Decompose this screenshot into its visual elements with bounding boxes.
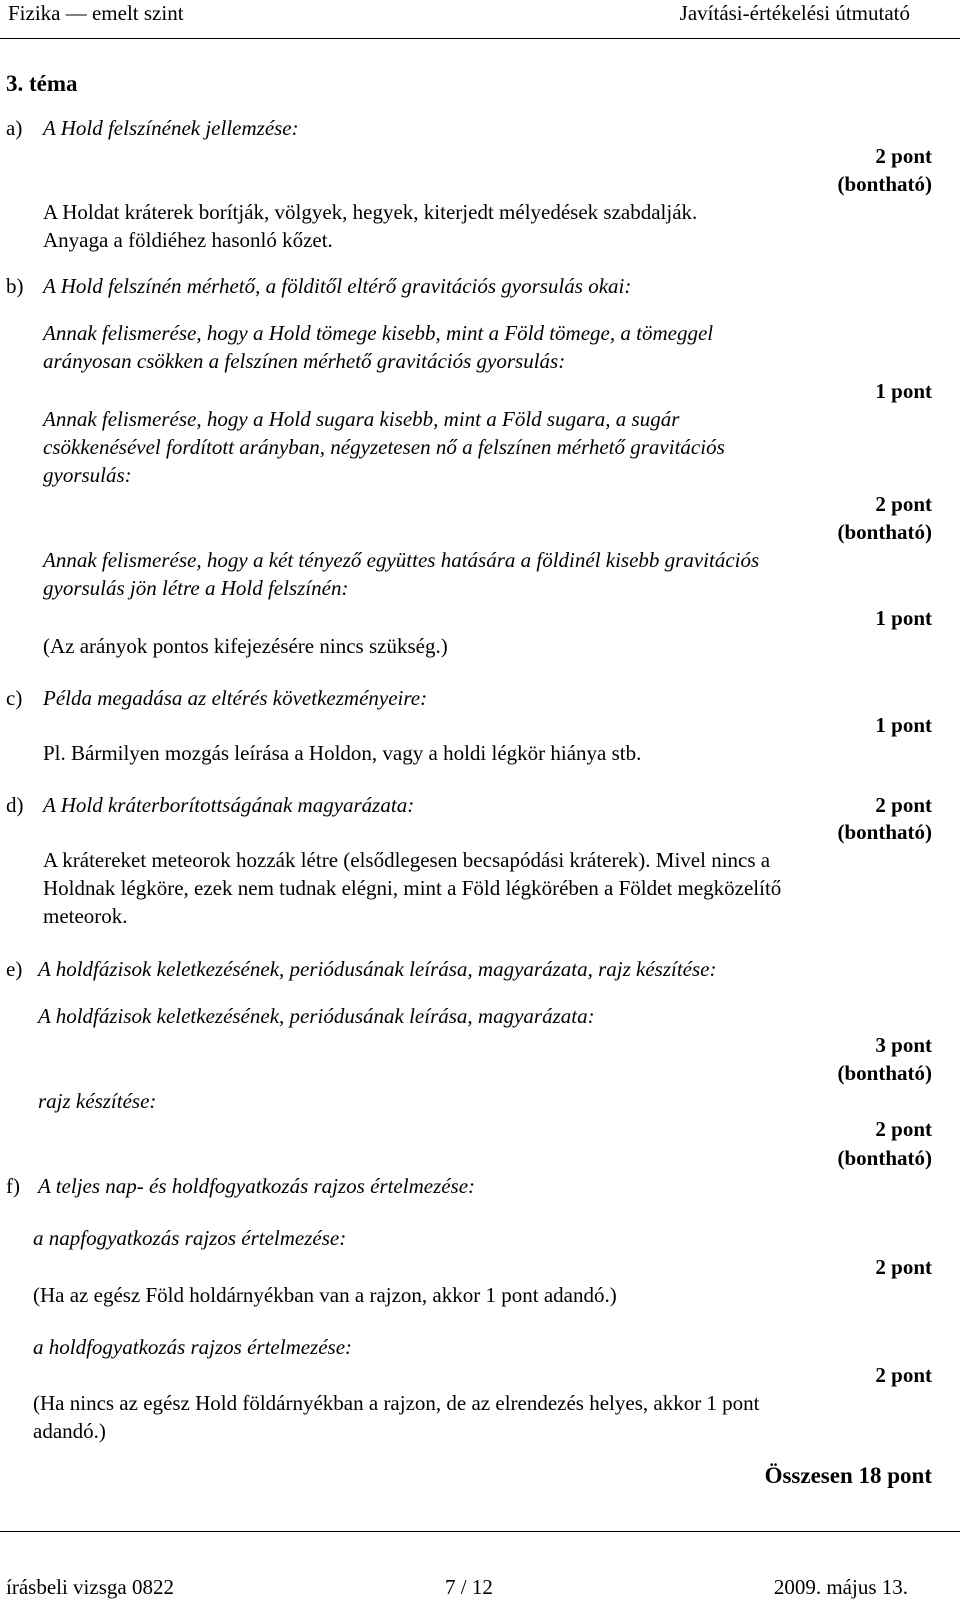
section-b-note: (Az arányok pontos kifejezésére nincs szükség.)	[43, 634, 448, 658]
section-d-answer-line: meteorok.	[43, 904, 128, 928]
section-c-points: 1 pont	[875, 713, 932, 737]
section-f-heading: A teljes nap- és holdfogyatkozás rajzos értelmezése:	[38, 1174, 476, 1198]
header-right: Javítási-értékelési útmutató	[679, 1, 910, 25]
section-e-heading: A holdfázisok keletkezésének, periódusának leírása, magyarázata, rajz készítése:	[38, 957, 717, 981]
section-b-item3-line: gyorsulás jön létre a Hold felszínén:	[43, 576, 349, 600]
section-d-points: 2 pont	[875, 793, 932, 817]
section-e-sub1: A holdfázisok keletkezésének, periódusának leírása, magyarázata:	[38, 1004, 595, 1028]
section-b-heading: A Hold felszínén mérhető, a földitől eltérő gravitációs gyorsulás okai:	[43, 274, 632, 298]
section-e-sub2-divisible: (bontható)	[837, 1146, 932, 1170]
section-e-label: e)	[6, 957, 23, 981]
header-left: Fizika — emelt szint	[8, 1, 184, 25]
section-a-divisible: (bontható)	[837, 172, 932, 196]
section-b-item2-points: 2 pont	[875, 492, 932, 516]
section-a-points: 2 pont	[875, 144, 932, 168]
section-a-answer-line: A Holdat kráterek borítják, völgyek, hegyek, kiterjedt mélyedések szabdalják.	[43, 200, 698, 224]
section-b-item3-line: Annak felismerése, hogy a két tényező együttes hatására a földinél kisebb gravitációs	[43, 548, 760, 572]
section-f-label: f)	[6, 1174, 20, 1198]
section-c-heading: Példa megadása az eltérés következményeire:	[43, 686, 428, 710]
section-d-answer-line: A krátereket meteorok hozzák létre (elsődlegesen becsapódási kráterek). Mivel nincs a	[43, 848, 771, 872]
topic-title: 3. téma	[6, 71, 78, 96]
total-points: Összesen 18 pont	[764, 1463, 932, 1488]
section-e-sub1-points: 3 pont	[875, 1033, 932, 1057]
section-d-heading: A Hold kráterborítottságának magyarázata:	[43, 793, 415, 817]
section-d-label: d)	[6, 793, 24, 817]
section-f-sub2-note-line: adandó.)	[33, 1419, 106, 1443]
section-b-item2-line: gyorsulás:	[43, 463, 132, 487]
section-f-sub2-points: 2 pont	[875, 1363, 932, 1387]
section-b-item1-line: Annak felismerése, hogy a Hold tömege kisebb, mint a Föld tömege, a tömeggel	[43, 321, 714, 345]
section-b-item1-points: 1 pont	[875, 379, 932, 403]
section-b-item2-divisible: (bontható)	[837, 520, 932, 544]
section-d-divisible: (bontható)	[837, 820, 932, 844]
section-e-sub1-divisible: (bontható)	[837, 1061, 932, 1085]
footer-date: 2009. május 13.	[773, 1575, 908, 1599]
section-f-sub2: a holdfogyatkozás rajzos értelmezése:	[33, 1335, 353, 1359]
section-b-label: b)	[6, 274, 24, 298]
section-a-answer-line: Anyaga a földiéhez hasonló kőzet.	[43, 228, 333, 252]
section-c-answer: Pl. Bármilyen mozgás leírása a Holdon, vagy a holdi légkör hiánya stb.	[43, 741, 642, 765]
footer-rule	[0, 1531, 960, 1532]
section-b-item3-points: 1 pont	[875, 606, 932, 630]
section-b-item2-line: Annak felismerése, hogy a Hold sugara kisebb, mint a Föld sugara, a sugár	[43, 407, 680, 431]
section-f-sub1-note: (Ha az egész Föld holdárnyékban van a rajzon, akkor 1 pont adandó.)	[33, 1283, 617, 1307]
section-e-sub2-points: 2 pont	[875, 1117, 932, 1141]
section-f-sub2-note-line: (Ha nincs az egész Hold földárnyékban a rajzon, de az elrendezés helyes, akkor 1 pont	[33, 1391, 760, 1415]
section-f-sub1: a napfogyatkozás rajzos értelmezése:	[33, 1226, 347, 1250]
section-b-item2-line: csökkenésével fordított arányban, négyzetesen nő a felszínen mérhető gravitációs	[43, 435, 725, 459]
footer-page-number: 7 / 12	[445, 1575, 493, 1599]
section-d-answer-line: Holdnak légköre, ezek nem tudnak elégni, mint a Föld légkörében a Földet megközelítő	[43, 876, 782, 900]
footer-left: írásbeli vizsga 0822	[6, 1575, 174, 1599]
section-c-label: c)	[6, 686, 23, 710]
section-f-sub1-points: 2 pont	[875, 1255, 932, 1279]
section-e-sub2: rajz készítése:	[38, 1089, 157, 1113]
section-a-heading: A Hold felszínének jellemzése:	[43, 116, 299, 140]
header-rule	[0, 38, 960, 39]
section-b-item1-line: arányosan csökken a felszínen mérhető gravitációs gyorsulás:	[43, 349, 566, 373]
section-a-label: a)	[6, 116, 23, 140]
